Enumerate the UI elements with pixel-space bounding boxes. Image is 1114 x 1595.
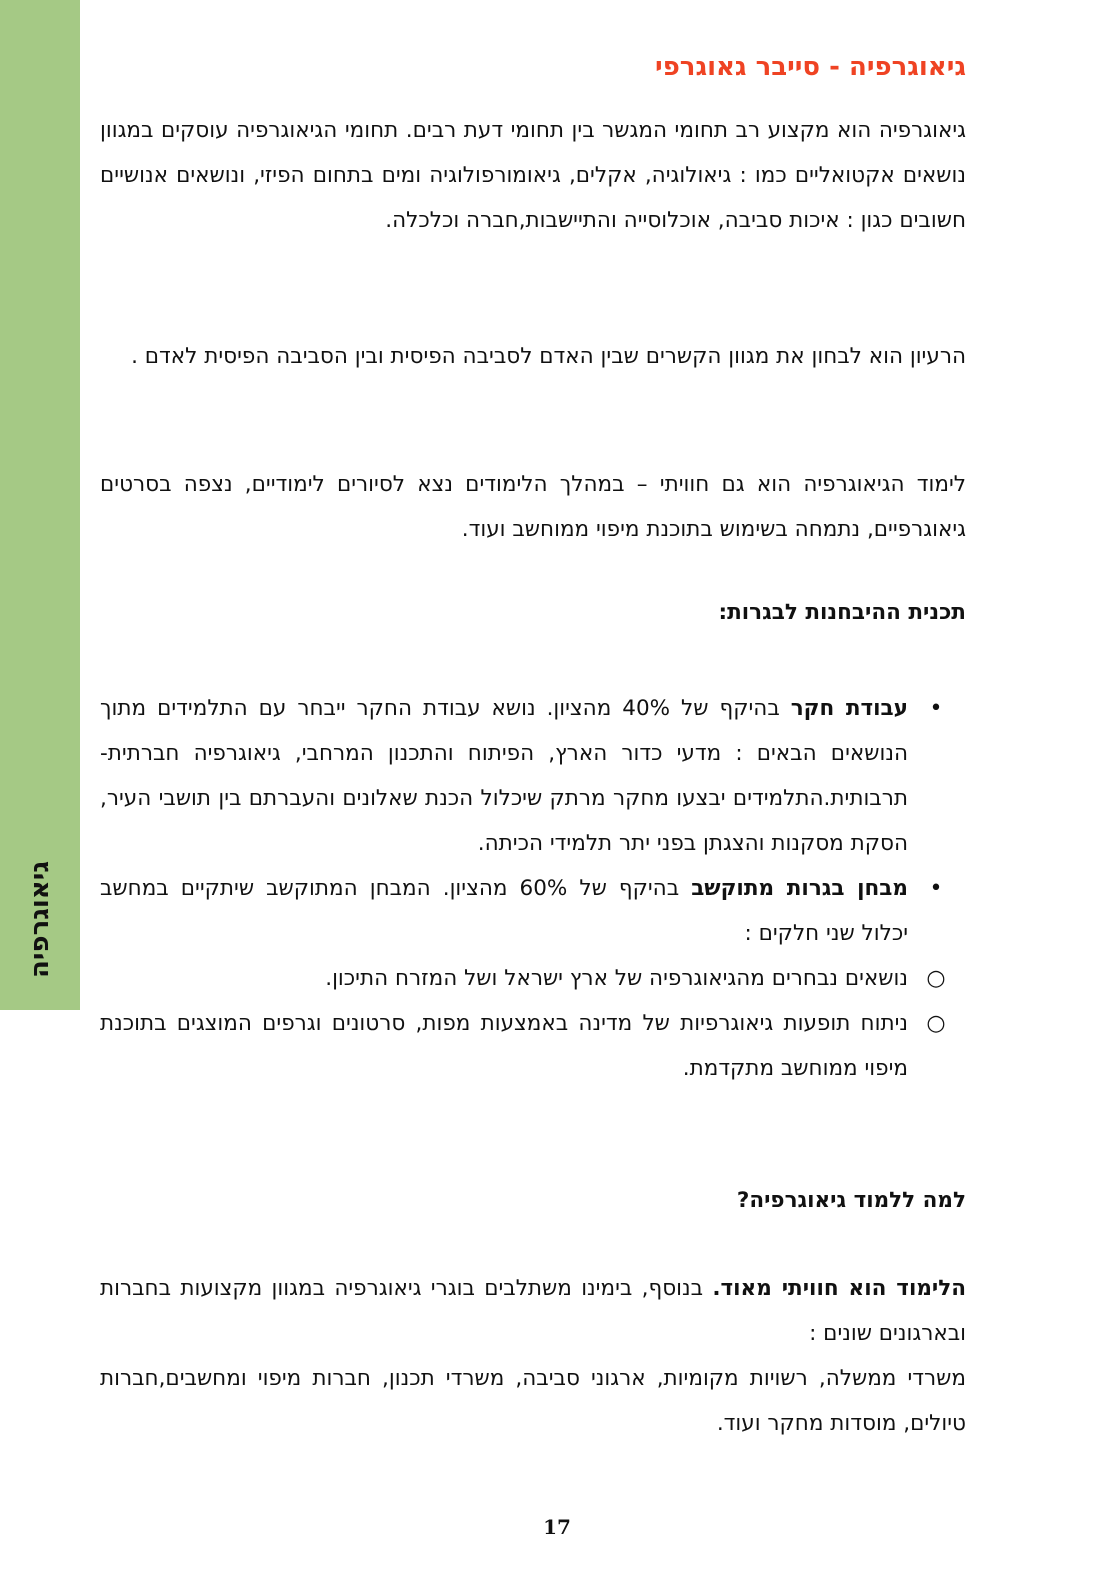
side-tab-label: גיאוגרפיה: [25, 861, 55, 979]
intro-paragraph-1: גיאוגרפיה הוא מקצוע רב תחומי המגשר בין תחומי דעת רבים. תחומי הגיאוגרפיה עוסקים במגוון נושאים אקטואליים כמו : גיאולוגיה, אקלים, גיאומורפולוגיה ומים בתחום הפיזי, ונושאים אנושיים חשובים כגון : איכות סביבה, אוכלוסייה והתיישבות,חברה וכלכלה.: [100, 118, 966, 233]
exam-item-computerized: [100, 866, 966, 956]
exam-item-research-text: בהיקף של 40% מהציון. נושא עבודת החקר ייבחר עם התלמידים מתוך הנושאים הבאים : מדעי כדור הארץ, הפיתוח והתכנון המרחבי, גיאוגרפיה חברתית- תרבותית.התלמידים יבצעו מחקר מרתק שיכלול הכנת שאלונים והעברתם בין תושבי העיר, הסקת מסקנות והצגתן בפני יתר תלמידי הכיתה.: [100, 696, 908, 856]
page-content: [100, 0, 966, 1595]
exam-subitem-2: [100, 1001, 966, 1091]
exams-list: [100, 686, 966, 1091]
why-heading: למה ללמוד גיאוגרפיה?: [736, 1188, 966, 1213]
intro-paragraph-3: לימוד הגיאוגרפיה הוא גם חוויתי – במהלך הלימודים נצא לסיורים לימודיים, נצפה בסרטים גיאוגרפיים, נתמחה בשימוש בתוכנת מיפוי ממוחשב ועוד.: [100, 472, 966, 542]
why-paragraph-1-text: בנוסף, בימינו משתלבים בוגרי גיאוגרפיה במגוון מקצועות בחברות ובארגונים שונים :: [100, 1276, 966, 1346]
page-number: 17: [543, 1515, 571, 1539]
page-title: גיאוגרפיה - סייבר גאוגרפי: [655, 52, 966, 82]
why-paragraph-1-bold: הלימוד הוא חוויתי מאוד.: [712, 1276, 966, 1301]
bullet-icon: •: [929, 876, 943, 901]
circle-bullet-icon: ○: [926, 1011, 946, 1036]
exam-item-computerized-text: בהיקף של 60% מהציון. המבחן המתוקשב שיתקיים במחשב יכלול שני חלקים :: [100, 876, 908, 946]
exams-heading: תכנית ההיבחנות לבגרות:: [718, 600, 966, 625]
intro-paragraph-2: הרעיון הוא לבחון את מגוון הקשרים שבין האדם לסביבה הפיסית ובין הסביבה הפיסית לאדם .: [131, 344, 966, 369]
bullet-icon: •: [929, 696, 943, 721]
side-tab: [0, 0, 80, 1010]
circle-bullet-icon: ○: [926, 966, 946, 991]
exam-item-research: [100, 686, 966, 866]
exam-subitem-2-text: ניתוח תופעות גיאוגרפיות של מדינה באמצעות מפות, סרטונים וגרפים המוצגים בתוכנת מיפוי ממוחשב מתקדמת.: [100, 1011, 908, 1081]
exam-subitem-1-text: נושאים נבחרים מהגיאוגרפיה של ארץ ישראל ושל המזרח התיכון.: [325, 966, 908, 991]
exam-item-computerized-title: מבחן בגרות מתוקשב: [691, 876, 908, 901]
exam-item-research-title: עבודת חקר: [790, 696, 908, 721]
why-paragraph-1: [100, 1266, 966, 1356]
why-paragraph-2: משרדי ממשלה, רשויות מקומיות, ארגוני סביבה, משרדי תכנון, חברות מיפוי ומחשבים,חברות טיולים, מוסדות מחקר ועוד.: [100, 1366, 966, 1436]
exam-subitem-1: [100, 956, 966, 1001]
